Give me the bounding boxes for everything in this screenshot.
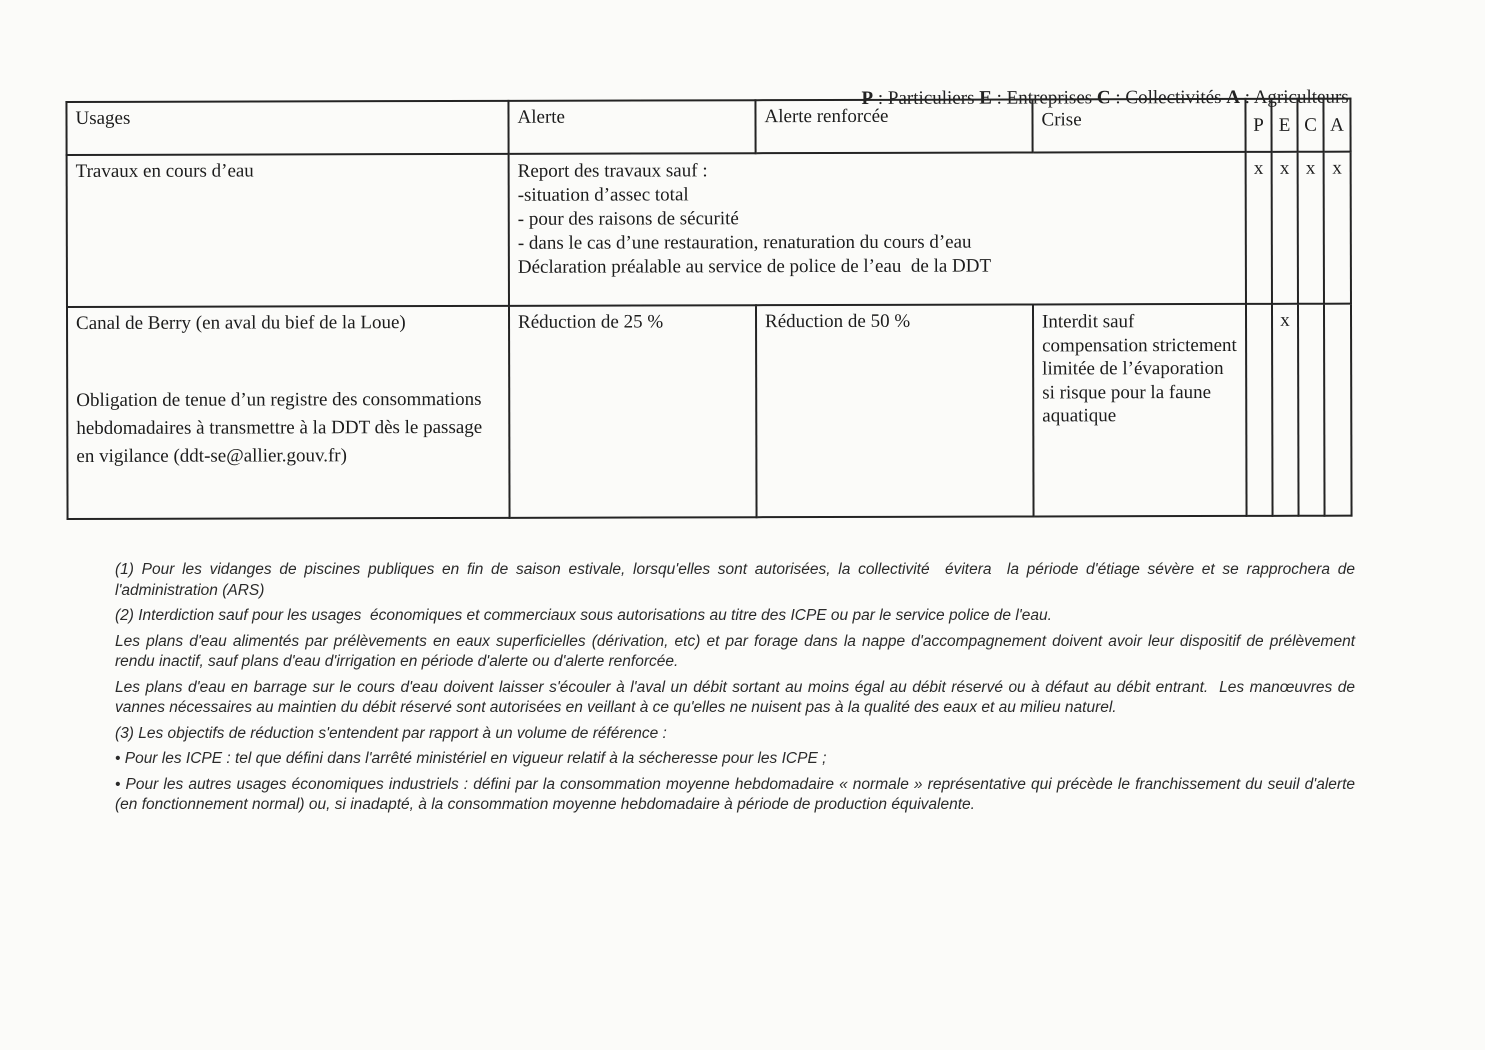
restriction-line: -situation d’assec total — [517, 184, 689, 206]
mark-canal-p — [1246, 304, 1273, 516]
footnote-2: (2) Interdiction sauf pour les usages économiques et commerciaux sous autorisations au titre des ICPE ou par le service police de l'eau. — [115, 607, 1052, 624]
legend-key-a: A — [1226, 86, 1241, 109]
header-alerte-renforcee: Alerte renforcée — [755, 99, 1032, 153]
alerte-renforcee-cell-canal: Réduction de 50 % — [756, 304, 1034, 517]
legend-label-collectivites: : Collectivités — [1110, 87, 1227, 109]
header-crise: Crise — [1032, 99, 1245, 153]
mark-travaux-a: x — [1324, 152, 1351, 304]
legend-key-p: P — [861, 87, 874, 109]
legend-label-entreprises: : Entreprises — [992, 87, 1098, 109]
restrictions-table-container — [65, 98, 1352, 520]
footnote-1: (1) Pour les vidanges de piscines publiques en fin de saison estivale, lorsqu'elles sont autorisées, la collectivité évitera la période d'étiage sévère et se rapprochera de l'administration (ARS) — [115, 561, 1360, 599]
restriction-line: Report des travaux sauf : — [517, 160, 708, 182]
mark-canal-a — [1324, 304, 1352, 516]
header-alerte: Alerte — [508, 100, 755, 154]
legend-key-e: E — [979, 87, 993, 109]
table-header-row — [66, 99, 1350, 155]
restriction-line: Déclaration préalable au service de police de l’eau de la DDT — [517, 255, 992, 278]
footnote-plans-eau-alimentes: Les plans d'eau alimentés par prélèvements en eaux superficielles (dérivation, etc) et par forage dans la nappe d'accompagnement doivent avoir leur dispositif de prélèvement rendu inactif, sauf plans d'eau d'irrigation en période d'alerte ou d'alerte renforcée. — [115, 632, 1360, 670]
crise-cell-canal: Interdit sauf compensation strictement limitée de l’évaporation si risque pour la faune aquatique — [1033, 304, 1247, 517]
footnote-3: (3) Les objectifs de réduction s'entendent par rapport à un volume de référence : — [115, 724, 667, 742]
restriction-cell-travaux — [509, 152, 1246, 306]
usage-note-registre: Obligation de tenue d’un registre des consommations hebdomadaires à transmettre à la DDT dès le passage en vigilance (ddt-se@allier.gouv.fr) — [76, 388, 483, 467]
alerte-cell-canal: Réduction de 25 % — [509, 305, 757, 518]
water-restrictions-table — [65, 98, 1352, 520]
usage-cell-canal — [67, 306, 510, 519]
table-row-travaux — [67, 152, 1351, 307]
header-p: P — [1245, 99, 1271, 152]
mark-canal-c — [1298, 304, 1325, 516]
header-c: C — [1297, 99, 1323, 152]
header-e: E — [1271, 99, 1297, 152]
usage-cell-travaux: Travaux en cours d’eau — [67, 154, 509, 307]
legend-label-particuliers: : Particuliers — [873, 87, 980, 109]
restriction-line: - pour des raisons de sécurité — [517, 208, 739, 230]
header-usages: Usages — [66, 101, 508, 155]
mark-travaux-e: x — [1272, 152, 1298, 304]
legend-label-agriculteurs: : Agriculteurs — [1240, 86, 1350, 108]
footnote-plans-eau-barrage: Les plans d'eau en barrage sur le cours d'eau doivent laisser s'écouler à l'aval un débit sortant au moins égal au débit réservé ou à défaut au débit entrant. Les manœuvres de vannes nécessaires au maintien du débit réservé sont autorisées en veillant à ce qu'elles ne nuisent pas à la qualité des eaux et au milieu naturel. — [115, 678, 1360, 716]
mark-canal-e: x — [1272, 304, 1299, 516]
legend-key-c: C — [1097, 87, 1112, 109]
footnotes-block — [115, 560, 1360, 821]
footnote-bullet-autres-usages: • Pour les autres usages économiques industriels : défini par la consommation moyenne hebdomadaire « normale » représentative qui précède le franchissement du seuil d'alerte (en fonctionnement normal) ou, si inadapté, à la consommation moyenne hebdomadaire à période de production équivalente. — [115, 775, 1360, 813]
header-a: A — [1323, 99, 1350, 152]
table-row-canal-de-berry — [67, 304, 1352, 519]
restriction-line: - dans le cas d’une restauration, renaturation du cours d’eau — [517, 231, 972, 254]
mark-travaux-c: x — [1298, 152, 1324, 304]
footnote-bullet-icpe: • Pour les ICPE : tel que défini dans l'arrêté ministériel en vigueur relatif à la sécheresse pour les ICPE ; — [115, 750, 827, 767]
mark-travaux-p: x — [1246, 152, 1272, 304]
usage-title-canal: Canal de Berry (en aval du bief de la Loue) — [76, 312, 406, 334]
